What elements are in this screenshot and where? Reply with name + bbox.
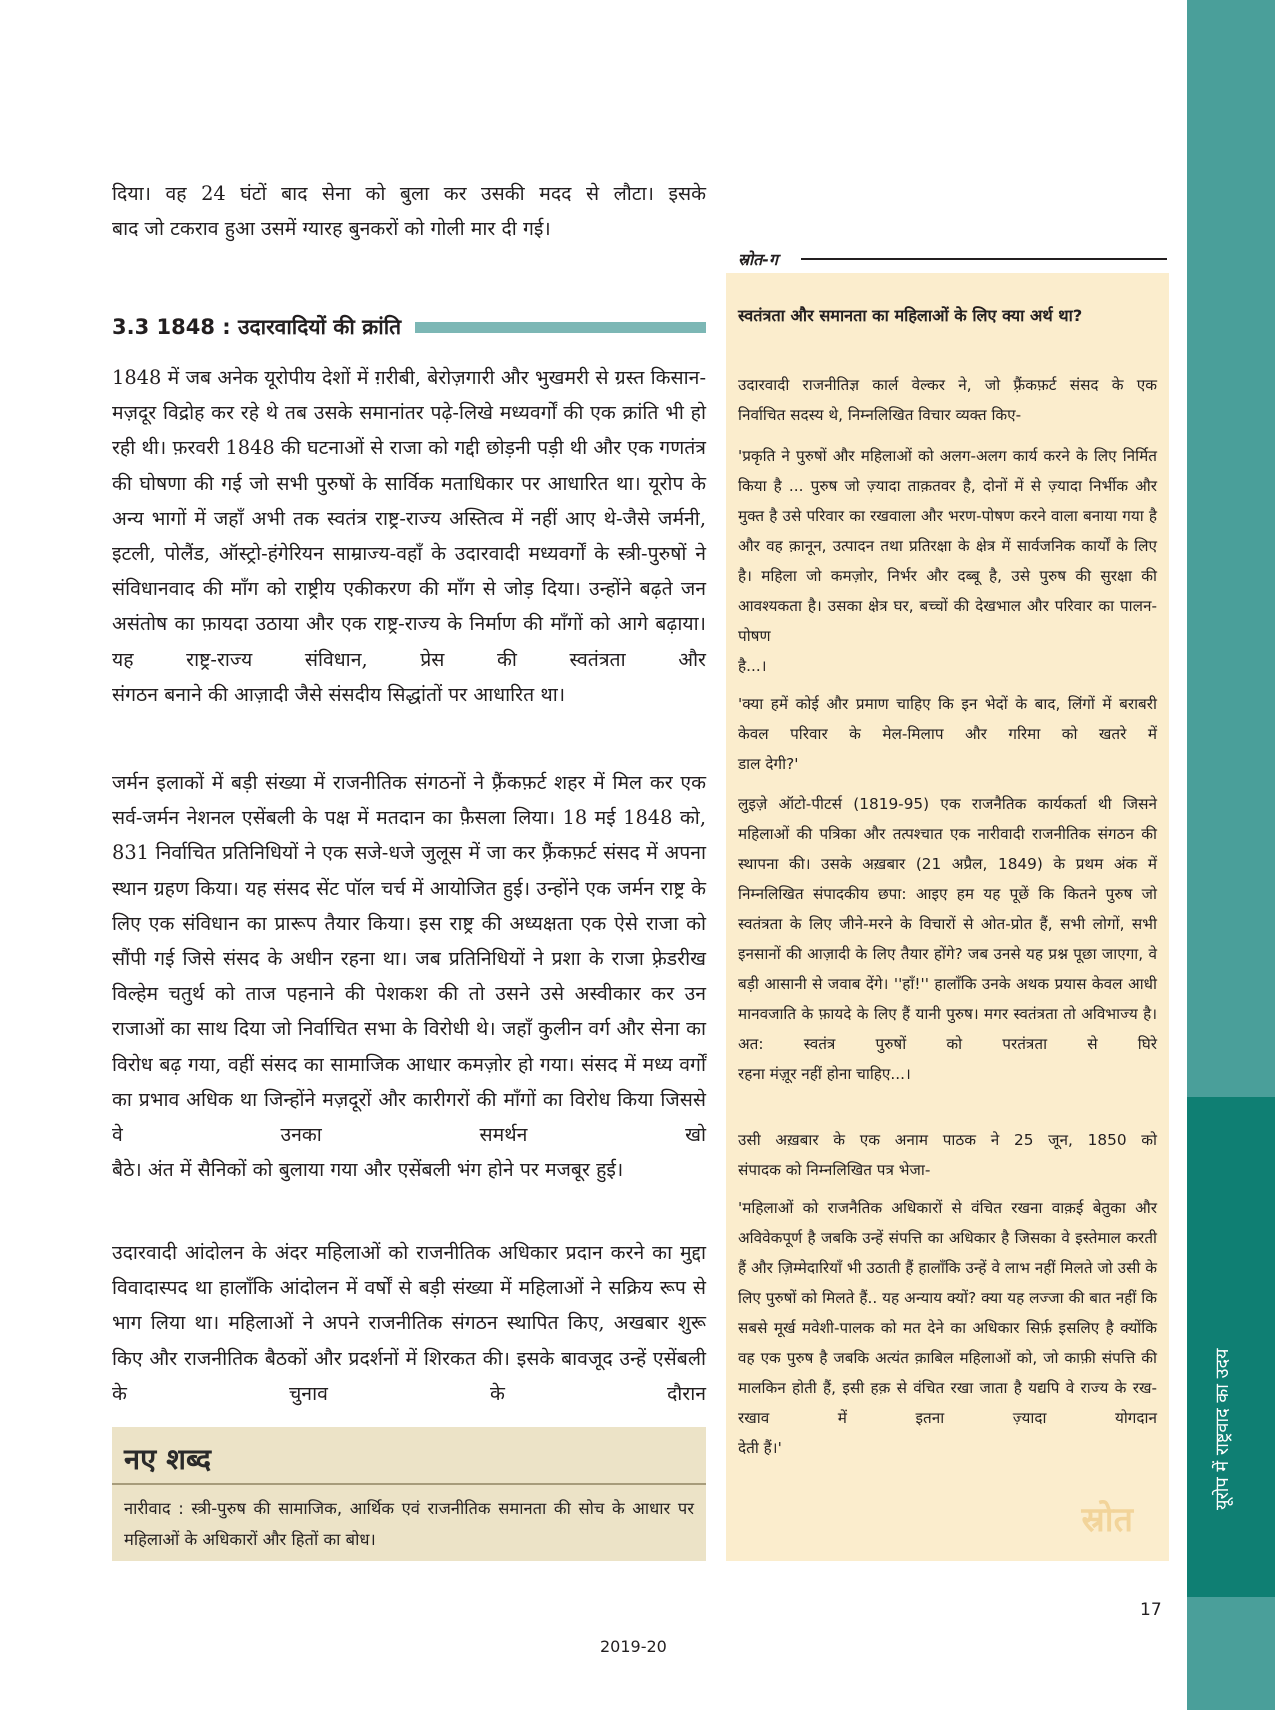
- text-line: प्रदर्शनों में शिरकत की। इसके बावजूद उन्हें एसेंबली के चुनाव के दौरान: [112, 1346, 706, 1405]
- source-paragraph-4: [738, 789, 1157, 1089]
- glossary-box: [112, 1427, 706, 1561]
- text-line: जाता है यद्यपि वे राज्य के रख-रखाव में इतना ज़्यादा योगदान: [738, 1379, 1157, 1427]
- text-line: फ़्रेडरीख विल्हेम चतुर्थ को ताज पहनाने की पेशकश की तो उसने उसे: [112, 947, 706, 1006]
- text-line: पुरुषों के सार्विक मताधिकार पर आधारित था। यूरोप के अन्य भागों में जहाँ: [112, 471, 706, 530]
- text-line: सबसे मूर्ख मवेशी-पालक को मत देने का अधिकार सिर्फ़ इसलिए: [738, 1319, 1100, 1337]
- text-line: बेतुका और अविवेकपूर्ण है जबकि उन्हें संपत्ति का अधिकार है: [738, 1199, 1157, 1247]
- chapter-title-vertical: यूरोप में राष्ट्रवाद का उदय: [1212, 1348, 1233, 1510]
- text-line: ने संविधानवाद की माँग को राष्ट्रीय एकीकरण की माँग से जोड़ दिया।: [112, 542, 706, 601]
- text-line: लिए निर्मित किया है ... पुरुष जो ज़्यादा ताक़तवर है, दोनों में से: [738, 447, 1158, 495]
- text-line: डाल देगी?': [738, 755, 799, 773]
- text-line: हालाँकि उन्हें वे लाभ नहीं मिलते जो उसी के लिए पुरुषों को: [738, 1259, 1158, 1307]
- source-title: स्वतंत्रता और समानता का महिलाओं के लिए क्या अर्थ था?: [738, 306, 1083, 325]
- paragraph-2: [112, 765, 706, 1187]
- source-label-rule: [801, 258, 1167, 260]
- intro-paragraph: [112, 176, 706, 246]
- source-paragraph-3: [738, 689, 1157, 779]
- page-number: 17: [1140, 1600, 1162, 1620]
- glossary-divider: [112, 1483, 706, 1485]
- text-line: संगठन स्थापित किए, अखबार शुरू किए और राजनीतिक बैठकों और: [112, 1311, 706, 1370]
- text-line: बाद जो टकराव हुआ उसमें ग्यारह बुनकरों को गोली मार दी गई।: [112, 217, 551, 241]
- source-paragraph-1: [738, 370, 1157, 430]
- text-line: उन्होंने बढ़ते जन असंतोष का फ़ायदा उठाया और एक राष्ट्र-राज्य के निर्माण: [112, 577, 706, 636]
- text-line: अभी तक स्वतंत्र राष्ट्र-राज्य अस्तित्व में नहीं आए थे-जैसे जर्मनी, इटली,: [112, 506, 706, 566]
- text-line: मध्यवर्गों की एक क्रांति भी हो रही थी। फ़रवरी 1848 की घटनाओं से राजा: [112, 401, 707, 460]
- text-line: मज़दूरों और कारीगरों की माँगों का विरोध किया जिससे वे उनका समर्थन खो: [112, 1087, 706, 1147]
- edition-year: 2019-20: [600, 1637, 667, 1656]
- text-line: दिया। वह 24 घंटों बाद सेना को बुला कर उसकी मदद से लौटा। इसके: [112, 182, 706, 205]
- text-line: महिलाओं ने सक्रिय रूप से भाग लिया था। महिलाओं ने अपने राजनीतिक: [112, 1276, 706, 1335]
- text-line: लुइज़े ऑटो-पीटर्स (1819-95) एक राजनैतिक कार्यकर्ता थी: [738, 795, 1112, 813]
- glossary-entry: नारीवाद : स्त्री-पुरुष की सामाजिक, आर्थिक एवं राजनीतिक समानता की सोच के आधार पर महिलाओं के अधिकारों और हितों का बोध।: [124, 1499, 694, 1549]
- text-line: 'महिलाओं को राजनैतिक अधिकारों से वंचित रखना वाक़ई: [738, 1199, 1084, 1217]
- text-line: जो काफ़ी संपत्ति की मालकिन होती हैं, इसी हक़ से वंचित रखा: [738, 1349, 1157, 1397]
- paragraph-3: [112, 1235, 706, 1411]
- text-line: उसी अख़बार के एक अनाम पाठक ने 25 जून, 1850 को: [738, 1131, 1157, 1149]
- text-line: मिलते हैं.. यह अन्याय क्यों? क्या यह लज्जा की बात नहीं कि: [822, 1289, 1157, 1307]
- source-label: स्रोत-ग: [738, 250, 778, 269]
- section-heading: [112, 310, 706, 344]
- text-line: का मुद्दा विवादास्पद था हालाँकि आंदोलन में वर्षों से बड़ी संख्या में: [112, 1241, 706, 1300]
- text-line: निर्वाचित सदस्य थे, निम्नलिखित विचार व्यक्त किए-: [738, 406, 1022, 424]
- text-line: आसानी से जवाब देंगे। ''हाँ!'' हालाँकि उनके अथक प्रयास: [764, 975, 1087, 993]
- text-line: की माँगों को आगे बढ़ाया। यह राष्ट्र-राज्य संविधान, प्रेस की स्वतंत्रता और: [112, 612, 706, 671]
- text-line: जिसका वे इस्तेमाल करती हैं और ज़िम्मेदारियाँ भी उठाती हैं: [738, 1229, 1157, 1277]
- text-line: केवल आधी मानवजाति के फ़ायदे के लिए हैं यानी पुरुष। मगर: [738, 975, 1157, 1023]
- text-line: संविधान का प्रारूप तैयार किया। इस राष्ट्र की अध्यक्षता एक ऐसे राजा को: [182, 911, 706, 935]
- text-line: हम यह पूछें कि कितने पुरुष जो स्वतंत्रता के लिए जीने-मरने के: [738, 885, 1157, 933]
- glossary-title: नए शब्द: [124, 1442, 212, 1476]
- text-line: 'क्या हमें कोई और प्रमाण चाहिए कि इन भेदों के बाद, लिंगों में: [738, 695, 1112, 713]
- text-line: जिसने महिलाओं की पत्रिका और तत्पश्चात एक नारीवादी: [738, 795, 1157, 843]
- text-line: तथा प्रतिरक्षा के क्षेत्र में सार्वजनिक कार्यों के लिए है। महिला जो: [738, 537, 1157, 585]
- text-line: है...।: [738, 657, 767, 675]
- text-line: पोलैंड, ऑस्ट्रो-हंगेरियन साम्राज्य-वहाँ के उदारवादी मध्यवर्गों के स्त्री-पुरुषों: [164, 542, 687, 566]
- text-line: अस्वीकार कर उन राजाओं का साथ दिया जो निर्वाचित सभा के विरोधी थे।: [112, 982, 707, 1041]
- text-line: कमज़ोर, निर्भर और दब्बू है, उसे पुरुष की सुरक्षा की आवश्यकता: [738, 567, 1157, 615]
- text-line: को गद्दी छोड़नी पड़ी थी और एक गणतंत्र की घोषणा की गई जो सभी: [112, 436, 706, 495]
- text-line: ग्रस्त किसान-मज़दूर विद्रोह कर रहे थे तब उसके समानांतर पढ़े-लिखे: [112, 366, 707, 425]
- section-heading-text: 3.3 1848 : उदारवादियों की क्रांति: [112, 315, 402, 339]
- source-box: [726, 273, 1169, 1561]
- text-line: संपादक को निम्नलिखित पत्र भेजा-: [738, 1161, 931, 1179]
- text-line: 1849) के प्रथम अंक में निम्नलिखित संपादकीय छपा: आइए: [738, 855, 1157, 903]
- text-line: सेंट पॉल चर्च में आयोजित हुई। उन्होंने एक जर्मन राष्ट्र के लिए एक: [112, 876, 706, 935]
- text-line: के लिए तैयार होंगे? जब उनसे यह प्रश्न पूछा जाएगा, वे बड़ी: [738, 945, 1157, 993]
- text-line: लिया। 18 मई 1848 को, 831 निर्वाचित प्रतिनिधियों ने एक सजे-धजे: [112, 806, 706, 865]
- text-line: ज़्यादा निर्भीक और मुक्त है उसे परिवार का रखवाला और: [738, 477, 1157, 525]
- text-line: मिल कर एक सर्व-जर्मन नेशनल एसेंबली के पक्ष में मतदान का फ़ैसला: [112, 771, 707, 830]
- source-watermark: स्रोत: [1081, 1500, 1133, 1540]
- text-line: है। उसका क्षेत्र घर, बच्चों की देखभाल और परिवार का पालन-पोषण: [738, 597, 1157, 645]
- text-line: भरण-पोषण करने वाला बनाया गया है और वह क़ानून, उत्पादन: [738, 507, 1157, 555]
- source-paragraph-6: [738, 1193, 1157, 1463]
- paragraph-1: [112, 360, 706, 712]
- text-line: 1848 में जब अनेक यूरोपीय देशों में ग़रीबी, बेरोज़गारी और भुखमरी से: [112, 366, 609, 389]
- section-heading-bar: [415, 322, 706, 333]
- source-paragraph-2: [738, 441, 1157, 681]
- text-line: रहना मंज़ूर नहीं होना चाहिए...।: [738, 1065, 911, 1083]
- text-line: देती हैं।': [738, 1439, 782, 1457]
- text-line: बराबरी केवल परिवार के मेल-मिलाप और गरिमा को खतरे में: [738, 695, 1157, 743]
- text-line: आधार कमज़ोर हो गया। संसद में मध्य वर्गों का प्रभाव अधिक था जिन्होंने: [112, 1052, 706, 1111]
- text-line: उदारवादी आंदोलन के अंदर महिलाओं को राजनीतिक अधिकार प्रदान करने: [112, 1241, 645, 1264]
- source-paragraph-5: [738, 1125, 1157, 1185]
- side-band-chapter-marker: [1187, 1097, 1275, 1597]
- text-line: जर्मन इलाकों में बड़ी संख्या में राजनीतिक संगठनों ने फ़्रैंकफ़र्ट शहर में: [112, 771, 605, 794]
- text-line: संगठन बनाने की आज़ादी जैसे संसदीय सिद्धांतों पर आधारित था।: [112, 682, 566, 706]
- text-line: राजनीतिक संगठन की स्थापना की। उसके अख़बार (21 अप्रैल,: [738, 825, 1157, 873]
- text-line: स्वतंत्रता तो अविभाज्य है। अत: स्वतंत्र पुरुषों को परतंत्रता से घिरे: [738, 1005, 1157, 1053]
- text-line: सौंपी गई जिसे संसद के अधीन रहना था। जब प्रतिनिधियों ने प्रशा के राजा: [112, 947, 644, 971]
- text-line: उदारवादी राजनीतिज्ञ कार्ल वेल्कर ने, जो फ़्रैंकफ़र्ट संसद के एक: [738, 376, 1157, 394]
- text-line: 'प्रकृति ने पुरुषों और महिलाओं को अलग-अलग कार्य करने के: [738, 447, 1088, 465]
- text-line: जहाँ कुलीन वर्ग और सेना का विरोध बढ़ गया, वहीं संसद का सामाजिक: [112, 1017, 706, 1076]
- text-line: बैठे। अंत में सैनिकों को बुलाया गया और एसेंबली भंग होने पर मजबूर हुई।: [112, 1158, 624, 1182]
- text-line: जुलूस में जा कर फ़्रैंकफ़र्ट संसद में अपना स्थान ग्रहण किया। यह संसद: [112, 841, 707, 900]
- text-line: है क्योंकि वह एक पुरुष है जबकि अत्यंत क़ाबिल महिलाओं को,: [738, 1319, 1157, 1367]
- text-line: विचारों से ओत-प्रोत हैं, सभी लोगों, सभी इनसानों की आज़ादी: [738, 915, 1157, 963]
